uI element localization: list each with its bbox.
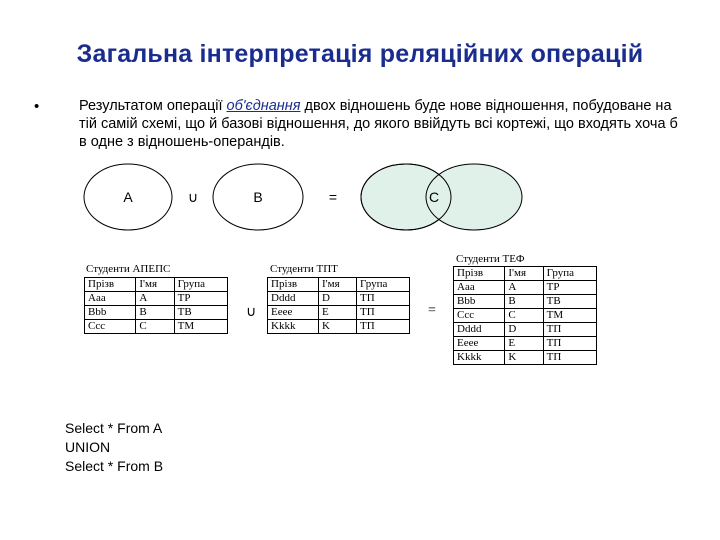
table-cell: A <box>136 292 174 306</box>
equals-operator: = <box>428 303 436 318</box>
table-row <box>454 351 597 365</box>
table-tpt <box>267 277 410 334</box>
table-header-row <box>454 267 597 281</box>
bullet-text-after: двох відношень буде нове відношення, побудоване на тій самій схемі, що й базові відношення, до якого ввійдуть всі кортежі, що входять хоча б в одне з відношень-операндів. <box>79 98 678 150</box>
table-cell: Aaa <box>454 281 505 295</box>
venn-diagram <box>60 160 540 235</box>
table-cell: Dddd <box>268 292 319 306</box>
table-apeps <box>84 277 228 334</box>
table-cell: TP <box>543 281 596 295</box>
sql-line: Select * From B <box>65 458 164 474</box>
table-cell: Aaa <box>85 292 136 306</box>
column-header: Прізв <box>268 278 319 292</box>
table-cell: E <box>318 306 356 320</box>
table-row <box>85 306 228 320</box>
table-cell: Kkkk <box>454 351 505 365</box>
table-cell: TP <box>174 292 227 306</box>
table-row <box>454 323 597 337</box>
venn-union-sign: ∪ <box>187 189 199 205</box>
table-cell: D <box>318 292 356 306</box>
sql-line: Select * From A <box>65 420 163 436</box>
table-cell: TB <box>543 295 596 309</box>
table-cell: B <box>136 306 174 320</box>
table-row <box>268 320 410 334</box>
table-row <box>454 295 597 309</box>
set-b-label: B <box>253 189 263 205</box>
table-row <box>454 309 597 323</box>
column-header: Група <box>357 278 410 292</box>
sql-query <box>65 419 163 476</box>
column-header: Прізв <box>454 267 505 281</box>
table-tef-title: Студенти ТЕФ <box>456 253 525 265</box>
column-header: Група <box>174 278 227 292</box>
result-right-ellipse <box>426 164 522 230</box>
table-cell: Ccc <box>85 320 136 334</box>
slide-title: Загальна інтерпретація реляційних операцій <box>76 40 644 68</box>
column-header: І'мя <box>136 278 174 292</box>
table-cell: K <box>505 351 543 365</box>
table-cell: ТП <box>543 351 596 365</box>
table-cell: E <box>505 337 543 351</box>
table-cell: A <box>505 281 543 295</box>
table-cell: TB <box>174 306 227 320</box>
table-cell: ТП <box>543 323 596 337</box>
table-cell: TM <box>543 309 596 323</box>
table-row <box>268 306 410 320</box>
table-cell: C <box>505 309 543 323</box>
venn-equals-sign: = <box>328 189 338 205</box>
bullet-marker: • <box>34 98 40 115</box>
sql-line: UNION <box>65 439 111 455</box>
table-cell: Ccc <box>454 309 505 323</box>
table-cell: K <box>318 320 356 334</box>
table-cell: C <box>136 320 174 334</box>
table-cell: Bbb <box>85 306 136 320</box>
bullet-paragraph <box>79 97 679 151</box>
table-cell: ТП <box>357 320 410 334</box>
set-c-label: C <box>428 189 440 205</box>
table-header-row <box>268 278 410 292</box>
table-cell: TM <box>174 320 227 334</box>
table-row <box>454 337 597 351</box>
set-a-label: A <box>123 189 133 205</box>
union-operator: ∪ <box>246 305 257 320</box>
table-row <box>268 292 410 306</box>
bullet-text-before: Результатом операції <box>79 98 227 114</box>
table-cell: D <box>505 323 543 337</box>
column-header: Група <box>543 267 596 281</box>
table-cell: ТП <box>543 337 596 351</box>
column-header: І'мя <box>505 267 543 281</box>
column-header: І'мя <box>318 278 356 292</box>
table-tpt-title: Студенти ТПТ <box>270 263 338 275</box>
table-row <box>454 281 597 295</box>
table-cell: ТП <box>357 306 410 320</box>
table-cell: Bbb <box>454 295 505 309</box>
union-term: об'єднання <box>226 98 301 114</box>
table-cell: ТП <box>357 292 410 306</box>
table-cell: Eeee <box>268 306 319 320</box>
table-row <box>85 320 228 334</box>
table-apeps-title: Студенти АПЕПС <box>86 263 171 275</box>
column-header: Прізв <box>85 278 136 292</box>
table-cell: B <box>505 295 543 309</box>
table-cell: Kkkk <box>268 320 319 334</box>
table-cell: Eeee <box>454 337 505 351</box>
table-row <box>85 292 228 306</box>
table-tef <box>453 266 597 365</box>
table-header-row <box>85 278 228 292</box>
table-cell: Dddd <box>454 323 505 337</box>
